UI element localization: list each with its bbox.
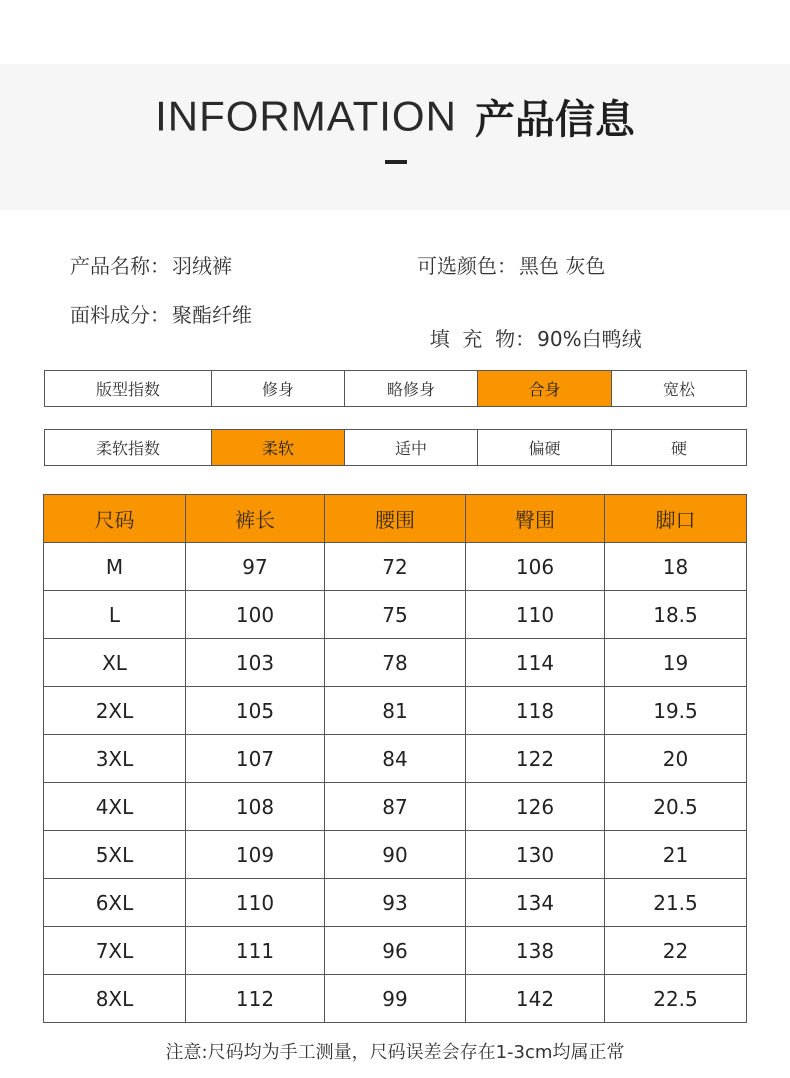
- measurement-cell: 142: [466, 975, 605, 1023]
- measurement-cell: 138: [466, 927, 605, 975]
- measurement-cell: 126: [466, 783, 605, 831]
- table-row: [44, 735, 747, 783]
- size-chart-header-row: [44, 495, 747, 543]
- table-row: [44, 639, 747, 687]
- size-label-cell: 2XL: [44, 687, 186, 735]
- product-filling-value: 90%白鸭绒: [537, 327, 642, 351]
- size-label-cell: XL: [44, 639, 186, 687]
- measurement-cell: 109: [186, 831, 325, 879]
- size-header-cell: 脚口: [605, 495, 747, 543]
- measurement-cell: 19: [605, 639, 747, 687]
- measurement-cell: 130: [466, 831, 605, 879]
- measurement-cell: 108: [186, 783, 325, 831]
- softness-index-row: [45, 430, 747, 466]
- size-label-cell: 5XL: [44, 831, 186, 879]
- fit-index-scale: [44, 370, 747, 407]
- softness-option: 硬: [612, 430, 747, 466]
- fit-option: 略修身: [345, 371, 478, 407]
- fit-index-row: [45, 371, 747, 407]
- measurement-cell: 22.5: [605, 975, 747, 1023]
- measurement-cell: 106: [466, 543, 605, 591]
- measurement-cell: 99: [325, 975, 466, 1023]
- table-row: [44, 687, 747, 735]
- product-color-row: [417, 250, 605, 279]
- measurement-cell: 103: [186, 639, 325, 687]
- size-label-cell: 7XL: [44, 927, 186, 975]
- measurement-cell: 87: [325, 783, 466, 831]
- measurement-cell: 112: [186, 975, 325, 1023]
- table-row: [44, 543, 747, 591]
- fit-option: 合身: [478, 371, 612, 407]
- measurement-cell: 90: [325, 831, 466, 879]
- table-row: [44, 783, 747, 831]
- product-filling-label: 填 充 物：: [429, 327, 536, 351]
- size-label-cell: M: [44, 543, 186, 591]
- table-row: [44, 591, 747, 639]
- size-chart-table: [43, 494, 747, 1023]
- product-fabric-label: 面料成分：: [70, 303, 170, 327]
- measurement-cell: 110: [466, 591, 605, 639]
- softness-option: 适中: [345, 430, 478, 466]
- measurement-cell: 18: [605, 543, 747, 591]
- measurement-cell: 81: [325, 687, 466, 735]
- page-title: [0, 88, 790, 145]
- title-english: INFORMATION: [155, 92, 457, 140]
- measurement-cell: 107: [186, 735, 325, 783]
- product-fabric-value: 聚酯纤维: [172, 303, 252, 327]
- fit-option: 修身: [212, 371, 345, 407]
- size-label-cell: 4XL: [44, 783, 186, 831]
- measurement-cell: 114: [466, 639, 605, 687]
- product-name-label: 产品名称：: [70, 254, 170, 278]
- size-label-cell: 3XL: [44, 735, 186, 783]
- measurement-cell: 97: [186, 543, 325, 591]
- measurement-cell: 72: [325, 543, 466, 591]
- softness-index-label: 柔软指数: [45, 430, 212, 466]
- size-header-cell: 臀围: [466, 495, 605, 543]
- table-row: [44, 879, 747, 927]
- size-header-cell: 尺码: [44, 495, 186, 543]
- product-name-value: 羽绒裤: [172, 254, 232, 278]
- size-header-cell: 腰围: [325, 495, 466, 543]
- measurement-cell: 111: [186, 927, 325, 975]
- measurement-cell: 78: [325, 639, 466, 687]
- measurement-cell: 84: [325, 735, 466, 783]
- measurement-cell: 96: [325, 927, 466, 975]
- size-header-cell: 裤长: [186, 495, 325, 543]
- softness-option: 偏硬: [478, 430, 612, 466]
- table-row: [44, 975, 747, 1023]
- fit-index-label: 版型指数: [45, 371, 212, 407]
- product-fabric-row: [70, 299, 252, 328]
- measurement-cell: 105: [186, 687, 325, 735]
- softness-index-scale: [44, 429, 747, 466]
- measurement-cell: 20: [605, 735, 747, 783]
- measurement-cell: 134: [466, 879, 605, 927]
- table-row: [44, 831, 747, 879]
- product-filling-row: [417, 299, 642, 352]
- title-divider: [385, 160, 407, 164]
- measurement-cell: 93: [325, 879, 466, 927]
- fit-option: 宽松: [612, 371, 747, 407]
- size-label-cell: 8XL: [44, 975, 186, 1023]
- measurement-note: 注意:尺码均为手工测量，尺码误差会存在1-3cm均属正常: [165, 1042, 625, 1063]
- measurement-cell: 100: [186, 591, 325, 639]
- measurement-cell: 21: [605, 831, 747, 879]
- size-label-cell: 6XL: [44, 879, 186, 927]
- measurement-cell: 118: [466, 687, 605, 735]
- product-name-row: [70, 250, 232, 279]
- product-color-label: 可选颜色：: [417, 254, 517, 278]
- measurement-cell: 19.5: [605, 687, 747, 735]
- measurement-cell: 122: [466, 735, 605, 783]
- measurement-cell: 110: [186, 879, 325, 927]
- measurement-cell: 75: [325, 591, 466, 639]
- measurement-cell: 18.5: [605, 591, 747, 639]
- table-row: [44, 927, 747, 975]
- measurement-cell: 21.5: [605, 879, 747, 927]
- size-label-cell: L: [44, 591, 186, 639]
- title-chinese: 产品信息: [474, 97, 635, 143]
- measurement-cell: 22: [605, 927, 747, 975]
- product-color-value: 黑色 灰色: [519, 254, 606, 278]
- softness-option: 柔软: [212, 430, 345, 466]
- measurement-cell: 20.5: [605, 783, 747, 831]
